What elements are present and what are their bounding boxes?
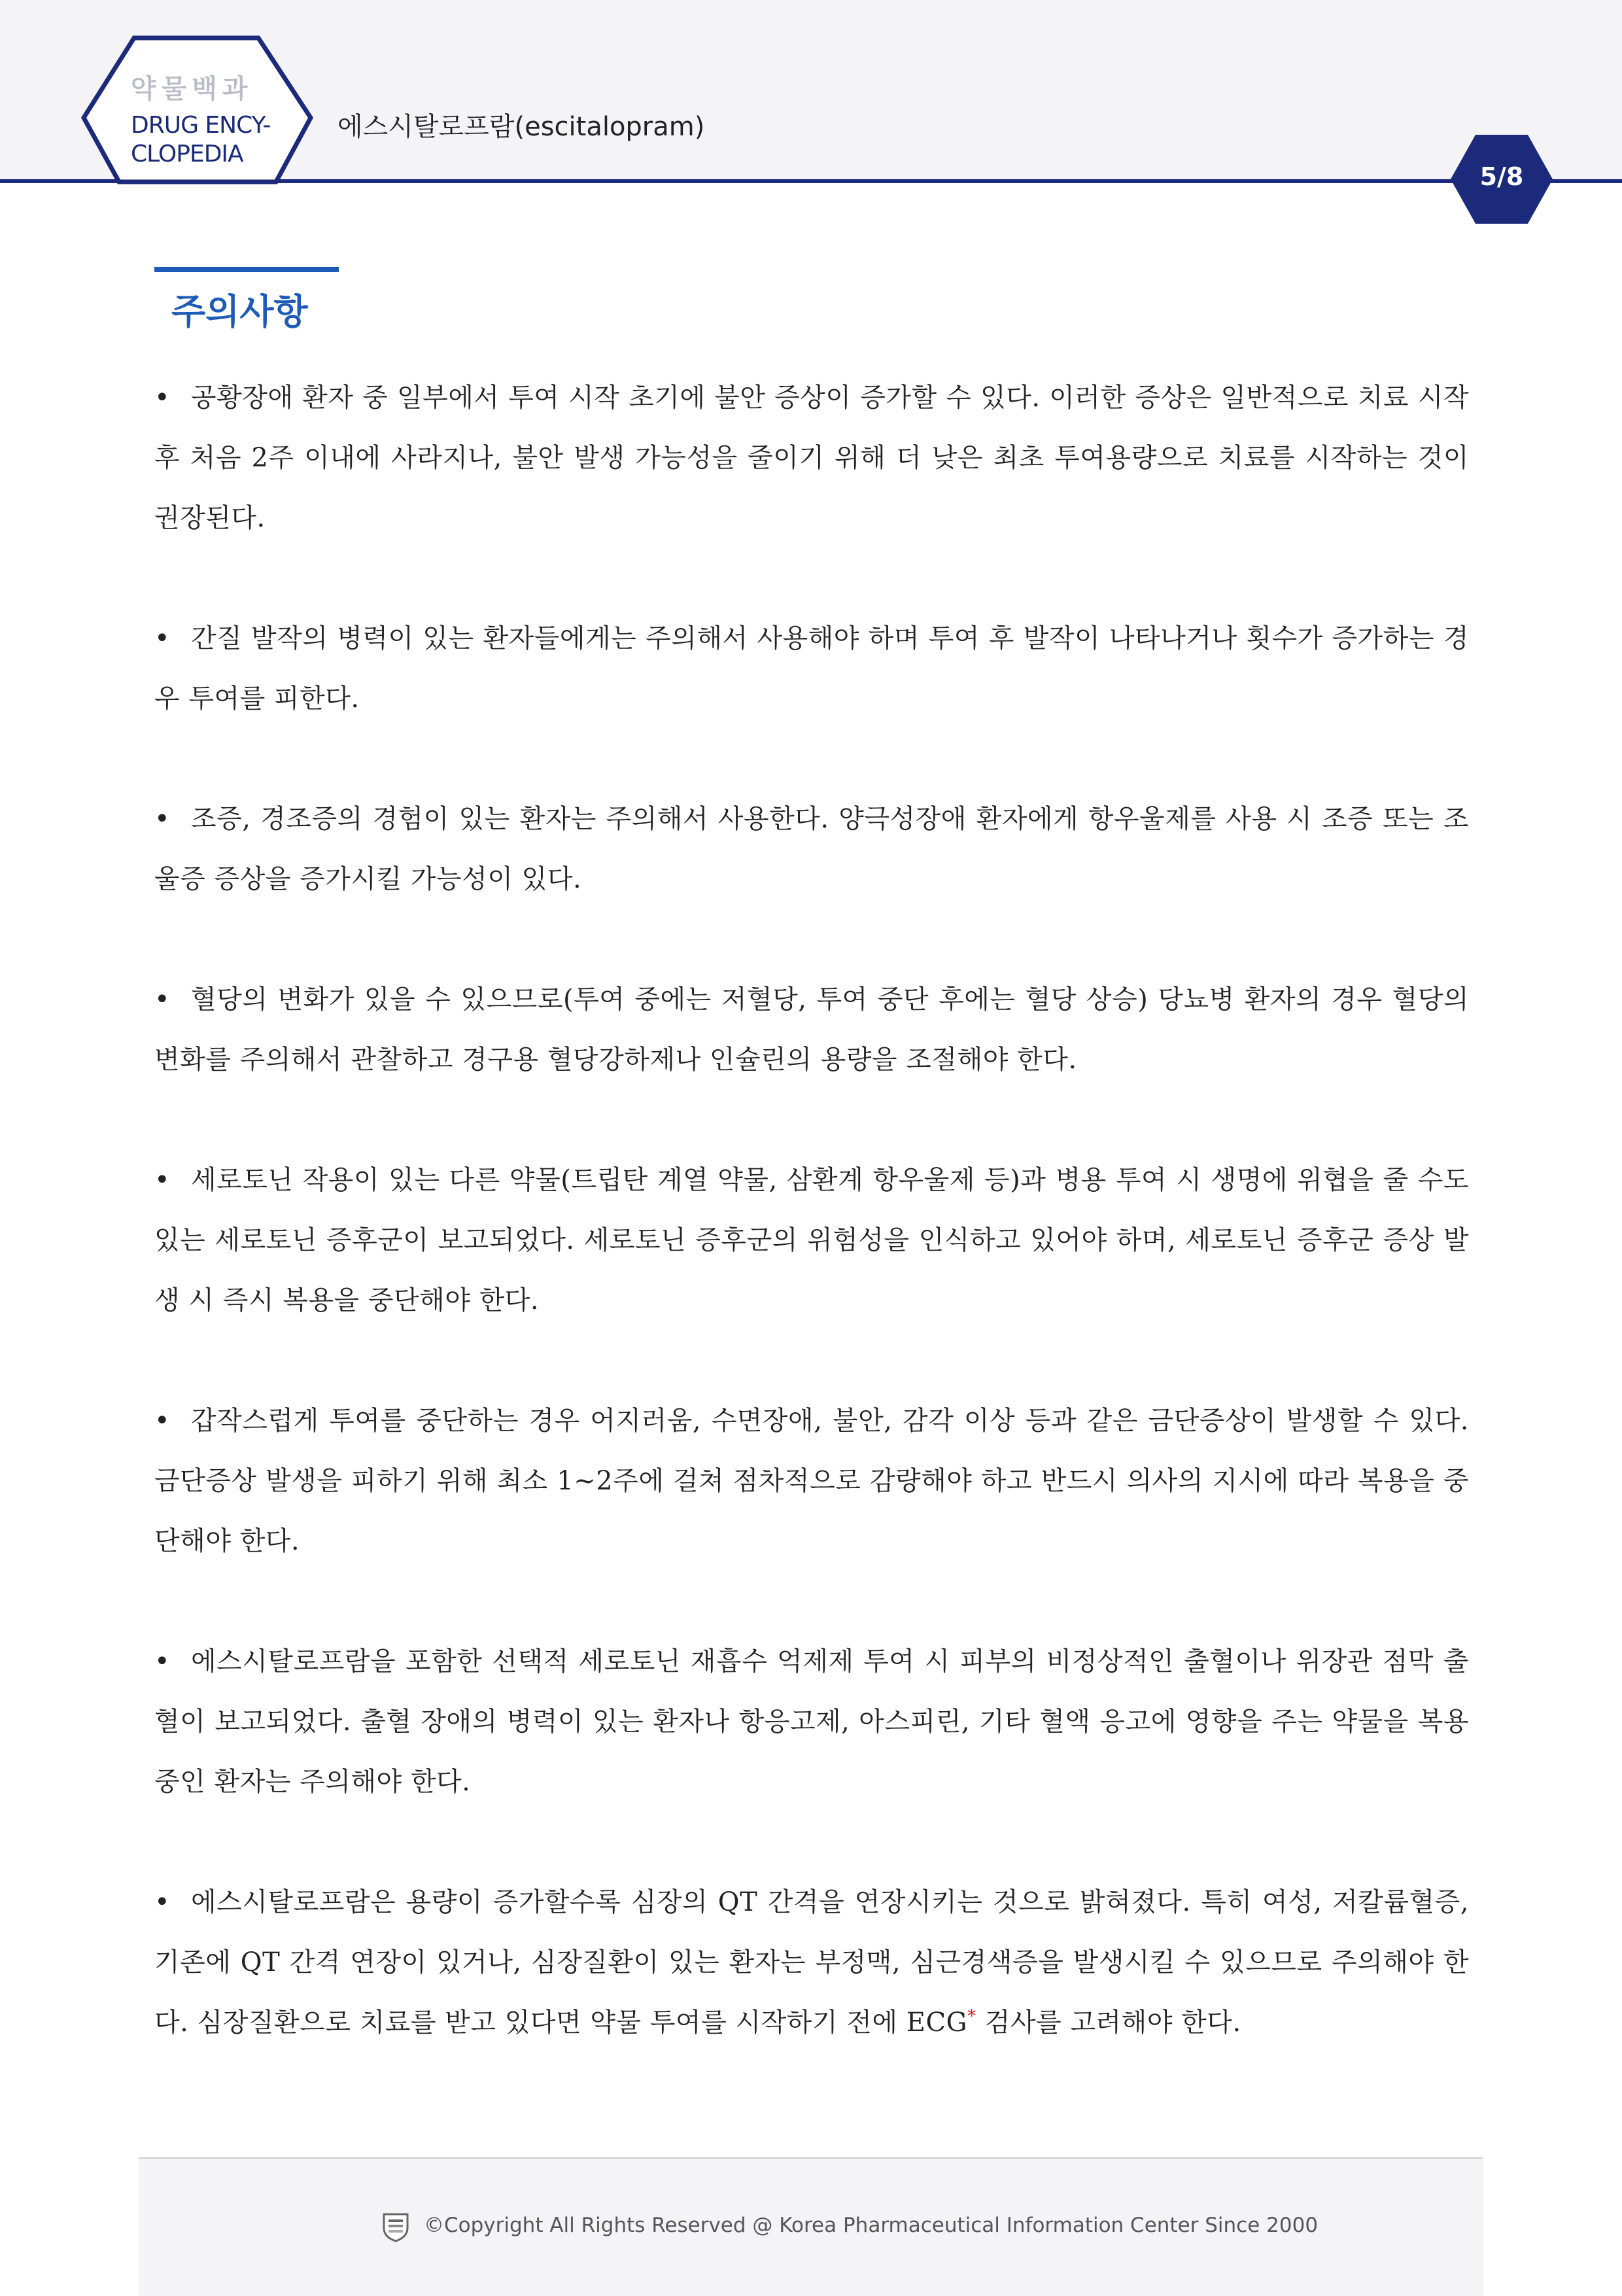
precaution-item-7 <box>154 1631 1469 1812</box>
logo-english-title <box>131 111 288 169</box>
precaution-item-1 <box>154 368 1469 548</box>
shield-logo-icon <box>382 2212 409 2242</box>
bullet-icon: • <box>154 383 171 413</box>
page-indicator: 5/8 <box>1479 162 1524 191</box>
precaution-item-3 <box>154 789 1469 909</box>
precautions-list <box>154 368 1469 2113</box>
precaution-item-5 <box>154 1150 1469 1331</box>
logo-english-line2: CLOPEDIA <box>131 141 243 167</box>
logo-korean-title: 약물백과 <box>131 74 253 104</box>
precaution-text: 간질 발작의 병력이 있는 환자들에게는 주의해서 사용해야 하며 투여 후 발작이 나타나거나 횟수가 증가하는 경우 투여를 피한다. <box>154 623 1469 714</box>
logo-english-line1: DRUG ENCY- <box>131 112 271 139</box>
bullet-icon: • <box>154 804 171 834</box>
precaution-text: 갑작스럽게 투여를 중단하는 경우 어지러움, 수면장애, 불안, 감각 이상 등과 같은 금단증상이 발생할 수 있다. 금단증상 발생을 피하기 위해 최소 1~2주에 걸쳐 점차적으로 감량해야 하고 반드시 의사의 지시에 따라 복용을 중단해야 한다. <box>154 1406 1469 1556</box>
precaution-text: 공황장애 환자 중 일부에서 투여 시작 초기에 불안 증상이 증가할 수 있다. 이러한 증상은 일반적으로 치료 시작 후 처음 2주 이내에 사라지나, 불안 발생 가능성을 줄이기 위해 더 낮은 최초 투여용량으로 치료를 시작하는 것이 권장된다. <box>154 383 1469 533</box>
bullet-icon: • <box>154 623 171 653</box>
footnote-mark: * <box>967 2006 976 2026</box>
section-accent-bar <box>154 267 339 272</box>
precaution-text: 에스시탈로프람은 용량이 증가할수록 심장의 QT 간격을 연장시키는 것으로 밝혀졌다. 특히 여성, 저칼륨혈증, 기존에 QT 간격 연장이 있거나, 심장질환이 있는 환자는 부정맥, 심근경색증을 발생시킬 수 있으므로 주의해야 한다. 심장질환으로 치료를 받고 있다면 약물 투여를 시작하기 전에 ECG <box>154 1887 1469 2038</box>
bullet-icon: • <box>154 1165 171 1195</box>
precaution-item-8 <box>154 1872 1469 2053</box>
section-title: 주의사항 <box>171 291 308 332</box>
precaution-item-4 <box>154 969 1469 1090</box>
bullet-icon: • <box>154 984 171 1015</box>
precaution-text: 조증, 경조증의 경험이 있는 환자는 주의해서 사용한다. 양극성장애 환자에게 항우울제를 사용 시 조증 또는 조울증 증상을 증가시킬 가능성이 있다. <box>154 804 1469 894</box>
precaution-text: 세로토닌 작용이 있는 다른 약물(트립탄 계열 약물, 삼환계 항우울제 등)과 병용 투여 시 생명에 위협을 줄 수도 있는 세로토닌 증후군이 보고되었다. 세로토닌 증후군의 위험성을 인식하고 있어야 하며, 세로토닌 증후군 증상 발생 시 즉시 복용을 중단해야 한다. <box>154 1165 1469 1315</box>
bullet-icon: • <box>154 1887 171 1917</box>
precaution-text: 에스시탈로프람을 포함한 선택적 세로토닌 재흡수 억제제 투여 시 피부의 비정상적인 출혈이나 위장관 점막 출혈이 보고되었다. 출혈 장애의 병력이 있는 환자나 항응고제, 아스피린, 기타 혈액 응고에 영향을 주는 약물을 복용 중인 환자는 주의해야 한다. <box>154 1646 1469 1797</box>
precaution-item-6 <box>154 1391 1469 1571</box>
footer-copyright: ©Copyright All Rights Reserved @ Korea Pharmaceutical Information Center Since 2000 <box>424 2214 1319 2237</box>
precaution-text-end: 검사를 고려해야 한다. <box>976 2008 1241 2038</box>
precaution-text: 혈당의 변화가 있을 수 있으므로(투여 중에는 저혈당, 투여 중단 후에는 혈당 상승) 당뇨병 환자의 경우 혈당의 변화를 주의해서 관찰하고 경구용 혈당강하제나 인슐린의 용량을 조절해야 한다. <box>154 984 1469 1075</box>
document-title: 에스시탈로프람(escitalopram) <box>337 112 705 142</box>
precaution-item-2 <box>154 608 1469 729</box>
bullet-icon: • <box>154 1406 171 1436</box>
bullet-icon: • <box>154 1646 171 1677</box>
